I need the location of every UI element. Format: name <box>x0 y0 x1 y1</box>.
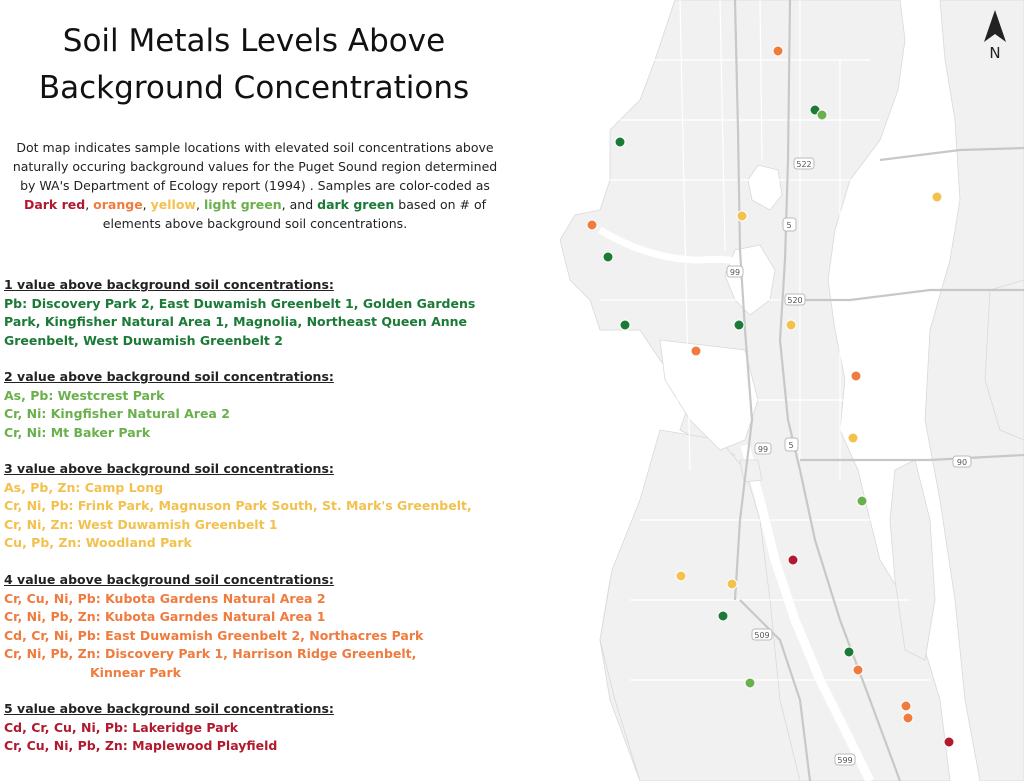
legend-group-4 <box>4 571 509 682</box>
sample-dot[interactable] <box>844 647 854 657</box>
group-entry: As, Pb, Zn: Camp Long <box>4 479 164 495</box>
seattle-map[interactable] <box>520 0 1024 781</box>
group-entry: Cr, Ni, Pb, Zn: Discovery Park 1, Harrison Ridge Greenbelt, <box>4 646 417 661</box>
legend-group-5 <box>4 700 509 756</box>
sample-dot[interactable] <box>817 110 827 120</box>
sample-dot[interactable] <box>727 579 737 589</box>
sample-dot[interactable] <box>903 713 913 723</box>
group-heading: 4 value above background soil concentrations: <box>4 572 334 587</box>
group-entry: Cr, Ni, Pb, Zn: Kubota Garndes Natural Area 1 <box>4 609 326 624</box>
highway-label: 522 <box>796 160 812 169</box>
highway-label: 90 <box>956 458 968 467</box>
highway-label: 5 <box>786 221 792 230</box>
sample-dot[interactable] <box>745 678 755 688</box>
legend-group-1 <box>4 276 509 350</box>
sample-dot[interactable] <box>848 433 858 443</box>
map-description <box>4 138 506 233</box>
sample-dot[interactable] <box>587 220 597 230</box>
sample-dot[interactable] <box>620 320 630 330</box>
highway-label: 99 <box>729 268 741 277</box>
group-entry: Cr, Ni, Zn: West Duwamish Greenbelt 1 <box>4 516 278 532</box>
sample-dot[interactable] <box>857 496 867 506</box>
harbor-island <box>740 460 762 482</box>
group-heading: 2 value above background soil concentrations: <box>4 369 334 384</box>
sample-dot[interactable] <box>773 46 783 56</box>
color-word-dark-red: Dark red <box>23 197 86 212</box>
group-entry: Kinnear Park <box>90 664 181 680</box>
group-entry: Cd, Cr, Cu, Ni, Pb: Lakeridge Park <box>4 719 239 735</box>
color-word-orange: orange <box>93 197 143 212</box>
north-arrow-icon <box>984 10 1006 42</box>
sample-dot[interactable] <box>853 665 863 675</box>
highway-label: 599 <box>837 756 853 765</box>
sample-dot[interactable] <box>932 192 942 202</box>
legend-group-3 <box>4 460 509 553</box>
description-intro: Dot map indicates sample locations with elevated soil concentrations above naturally occuring background values for the Puget Sound region determined by WA's Department of Ecology report (1994) . Samples are color-coded as <box>12 140 498 193</box>
legend-group-2 <box>4 368 509 442</box>
group-heading: 1 value above background soil concentrations: <box>4 277 334 292</box>
sample-dot[interactable] <box>737 211 747 221</box>
north-label: N <box>989 44 1001 62</box>
group-entry: Pb: Discovery Park 2, East Duwamish Greenbelt 1, Golden Gardens Park, Kingfisher Natural Area 1, Magnolia, Northeast Queen Anne Greenbelt, West Duwamish Greenbelt 2 <box>4 295 476 348</box>
sample-dot[interactable] <box>691 346 701 356</box>
color-word-dark-green: dark green <box>317 197 395 212</box>
sample-dot[interactable] <box>901 701 911 711</box>
group-entry: Cr, Ni, Pb: Frink Park, Magnuson Park South, St. Mark's Greenbelt, <box>4 498 472 513</box>
group-entry: Cr, Cu, Ni, Pb, Zn: Maplewood Playfield <box>4 738 278 753</box>
group-entry: As, Pb: Westcrest Park <box>4 387 165 403</box>
color-word-yellow: yellow <box>150 197 196 212</box>
description-separator: , <box>195 197 200 212</box>
description-separator: , and <box>281 197 314 212</box>
highway-label: 520 <box>787 296 803 305</box>
group-heading: 5 value above background soil concentrations: <box>4 701 334 716</box>
sample-dot[interactable] <box>718 611 728 621</box>
group-heading: 3 value above background soil concentrations: <box>4 461 334 476</box>
color-word-light-green: light green <box>203 197 282 212</box>
group-entry: Cd, Cr, Ni, Pb: East Duwamish Greenbelt 2, Northacres Park <box>4 627 424 643</box>
highway-label: 509 <box>754 631 770 640</box>
sample-dot[interactable] <box>676 571 686 581</box>
group-entry: Cr, Cu, Ni, Pb: Kubota Gardens Natural Area 2 <box>4 590 326 606</box>
sample-dot[interactable] <box>615 137 625 147</box>
sample-dot[interactable] <box>603 252 613 262</box>
highway-label: 5 <box>788 441 794 450</box>
group-entry: Cu, Pb, Zn: Woodland Park <box>4 535 192 550</box>
sample-dot[interactable] <box>734 320 744 330</box>
highway-label: 99 <box>757 445 769 454</box>
description-separator: , <box>85 197 90 212</box>
sample-dot[interactable] <box>851 371 861 381</box>
north-arrow <box>970 4 1020 64</box>
description-outro: based on # of elements above background soil concentrations. <box>102 197 487 231</box>
page-title: Soil Metals Levels Above Background Concentrations <box>38 23 470 106</box>
sample-dot[interactable] <box>788 555 798 565</box>
group-entry: Cr, Ni: Mt Baker Park <box>4 424 151 440</box>
sample-dot[interactable] <box>944 737 954 747</box>
sample-dot[interactable] <box>786 320 796 330</box>
description-separator: , <box>142 197 147 212</box>
group-entry: Cr, Ni: Kingfisher Natural Area 2 <box>4 406 230 421</box>
